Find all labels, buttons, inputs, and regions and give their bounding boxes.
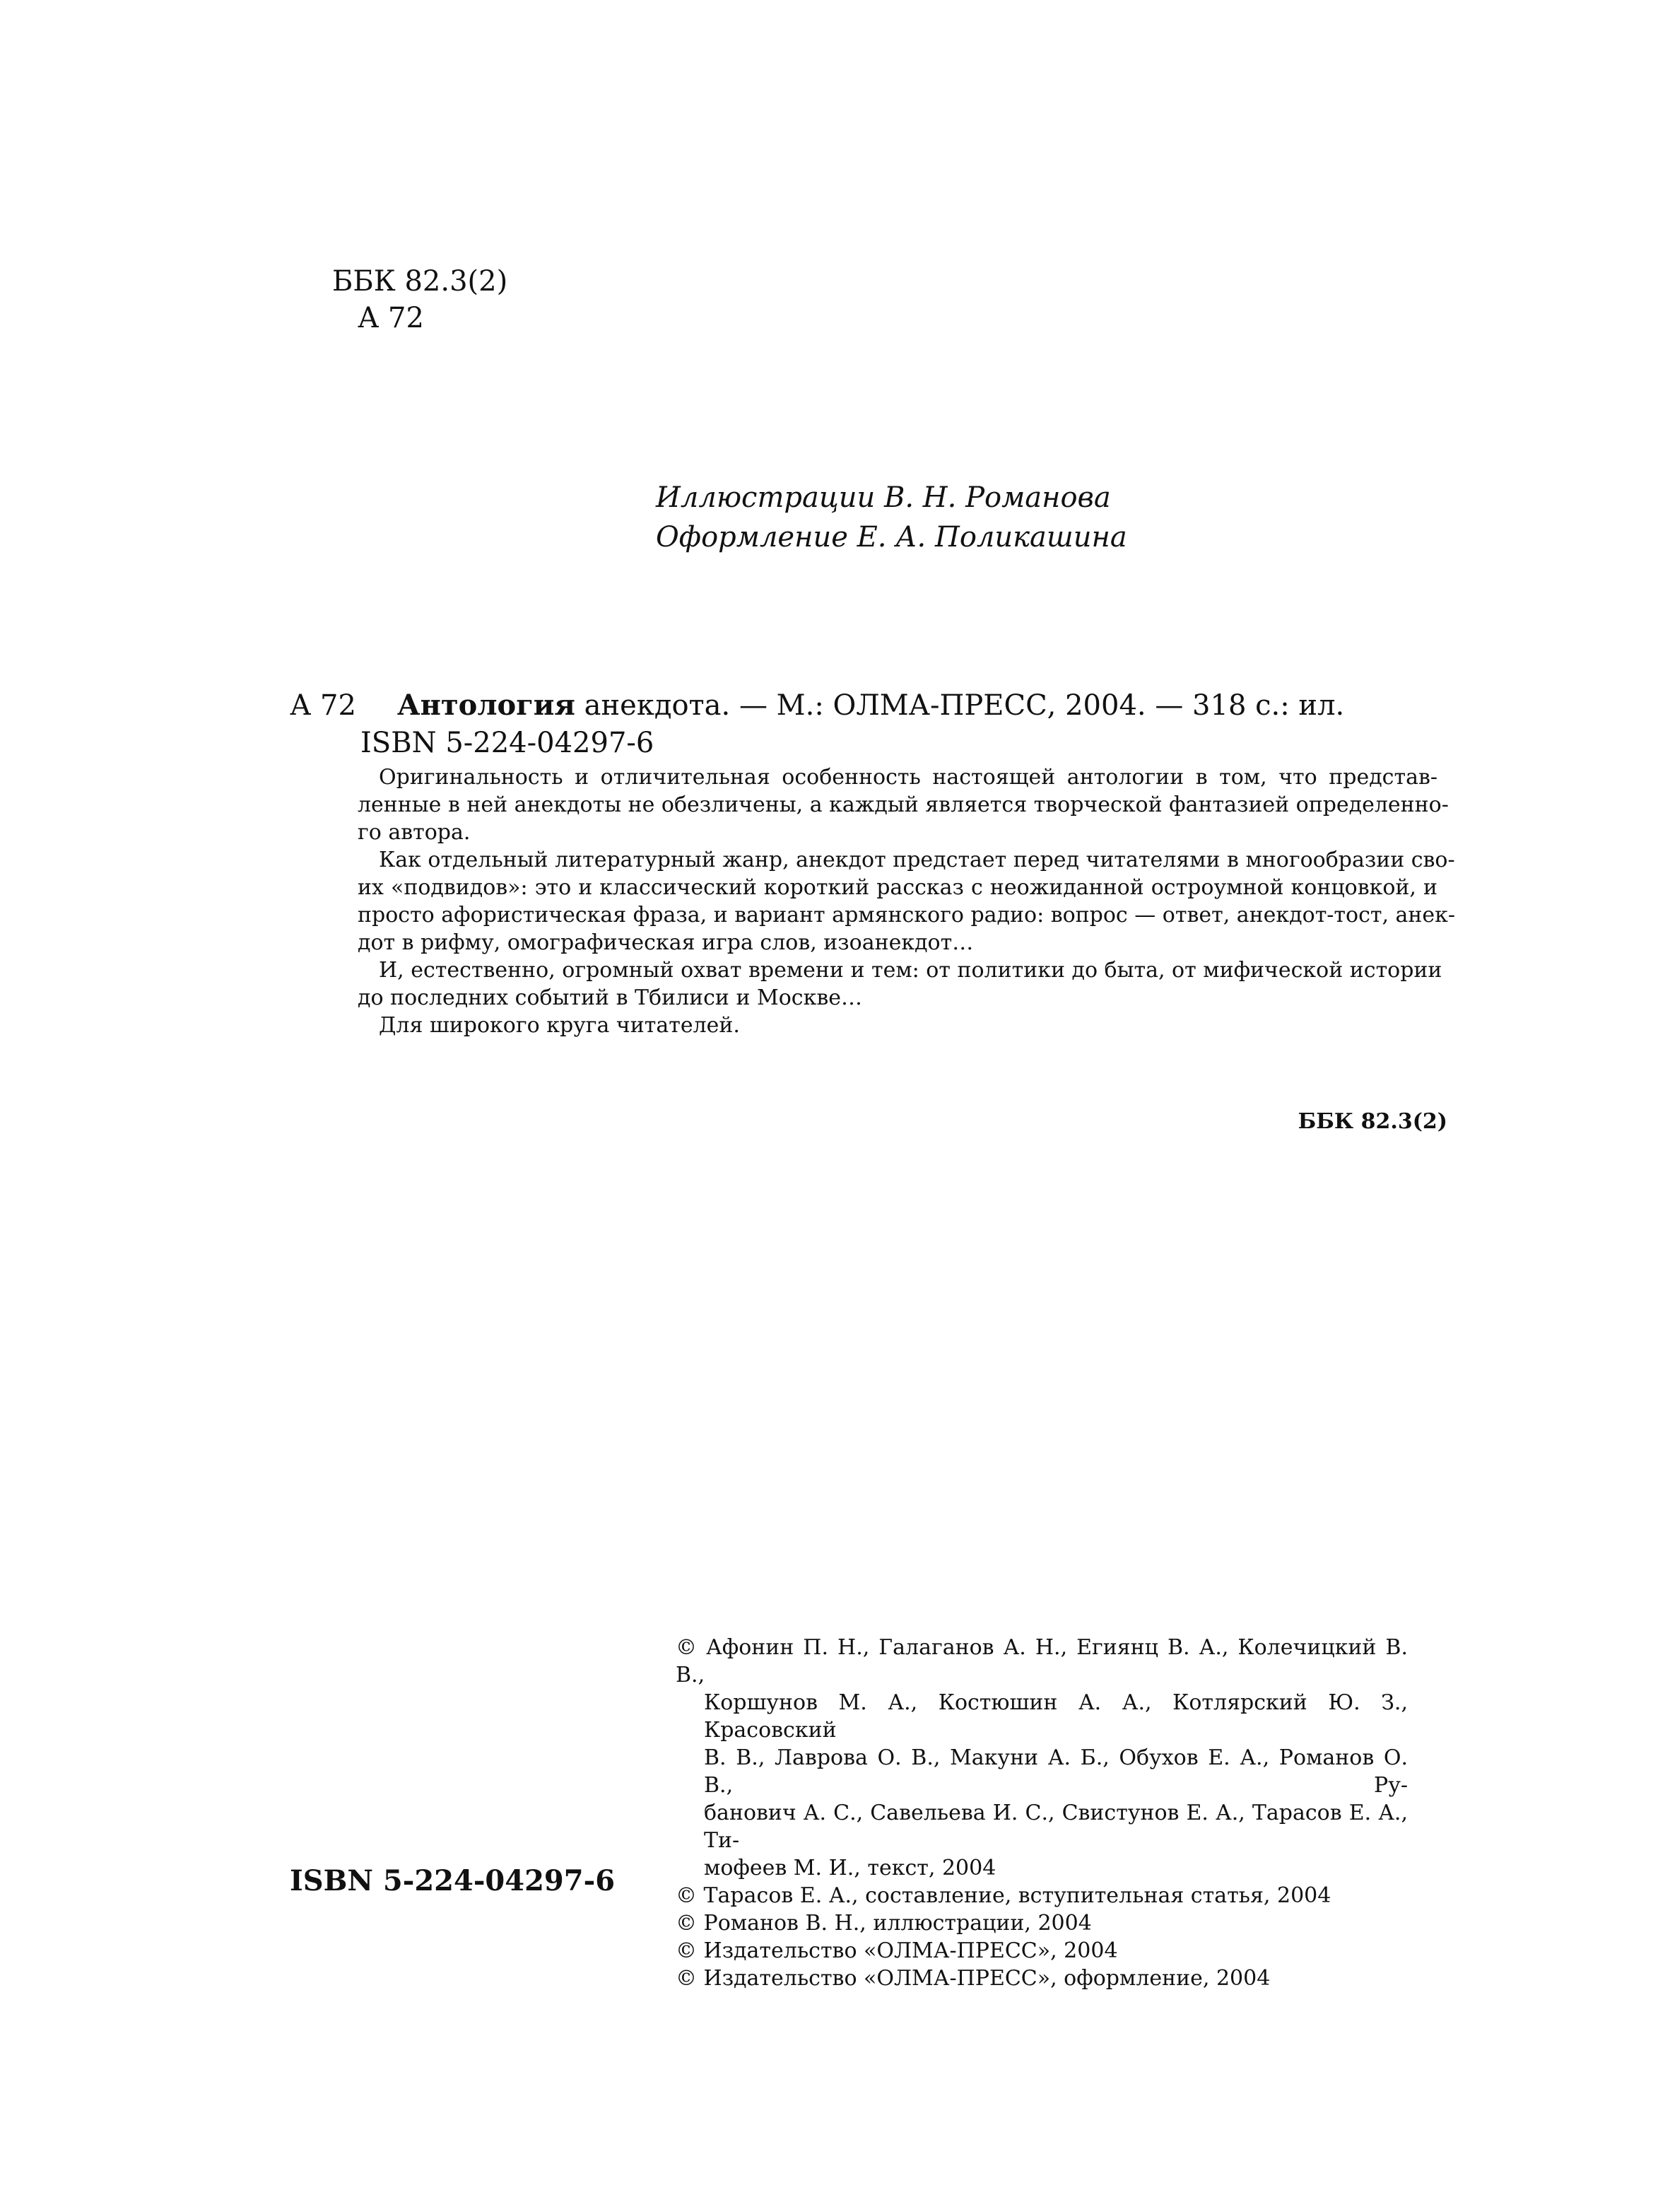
copyright-authors-line: мофеев М. И., текст, 2004 xyxy=(704,1856,996,1880)
copyright-publisher: © Издательство «ОЛМА-ПРЕСС», 2004 xyxy=(676,1938,1118,1963)
isbn-bottom: ISBN 5-224-04297-6 xyxy=(290,1864,616,1897)
copyright-authors-line: В. В., Лаврова О. В., Макуни А. Б., Обухов Е. А., Романов О. В., Ру- xyxy=(704,1745,1408,1798)
copyright-block xyxy=(676,1634,1408,1992)
annotation-line: их «подвидов»: это и классический короткий рассказ с неожиданной остроумной концовкой, и xyxy=(358,875,1437,900)
annotation xyxy=(358,763,1456,1039)
annotation-line: го автора. xyxy=(358,820,471,845)
illustrations-credit: Иллюстрации В. Н. Романова xyxy=(656,481,1111,514)
copyright-compilation: © Тарасов Е. А., составление, вступительная статья, 2004 xyxy=(676,1883,1331,1908)
annotation-line: дот в рифму, омографическая игра слов, изоанекдот… xyxy=(358,930,974,955)
copyright-publisher-design: © Издательство «ОЛМА-ПРЕСС», оформление, 2004 xyxy=(676,1966,1271,1991)
copyright-illustrations: © Романов В. Н., иллюстрации, 2004 xyxy=(676,1911,1092,1936)
bbk-index: ББК 82.3(2) xyxy=(332,265,508,298)
catalog-card-header xyxy=(290,687,1344,724)
design-credit: Оформление Е. А. Поликашина xyxy=(656,521,1127,554)
annotation-line: Для широкого круга читателей. xyxy=(379,1013,740,1038)
copyright-authors-line: Коршунов М. А., Костюшин А. А., Котлярский Ю. З., Красовский xyxy=(704,1690,1408,1743)
annotation-line: просто афористическая фраза, и вариант армянского радио: вопрос — ответ, анекдот-тост, анек- xyxy=(358,903,1456,927)
annotation-line: до последних событий в Тбилиси и Москве… xyxy=(358,985,862,1010)
book-title: Антология xyxy=(397,689,575,722)
annotation-line: Как отдельный литературный жанр, анекдот предстает перед читателями в многообразии сво- xyxy=(379,848,1455,872)
annotation-line: ленные в ней анекдоты не обезличены, а каждый является творческой фантазией определенно- xyxy=(358,792,1449,817)
bbk-index-right: ББК 82.3(2) xyxy=(1298,1109,1447,1134)
catalog-code: А 72 xyxy=(290,689,356,722)
classification-block xyxy=(332,263,507,337)
credits-block xyxy=(656,478,1127,557)
catalog-isbn: ISBN 5-224-04297-6 xyxy=(360,727,654,759)
copyright-authors-line: банович А. С., Савельева И. С., Свистунов Е. А., Тарасов Е. А., Ти- xyxy=(704,1801,1408,1853)
copyright-authors-line: © Афонин П. Н., Галаганов А. Н., Егиянц В. А., Колечицкий В. В., xyxy=(676,1635,1408,1687)
annotation-line: Оригинальность и отличительная особенность настоящей антологии в том, что представ- xyxy=(379,765,1437,790)
annotation-line: И, естественно, огромный охват времени и тем: от политики до быта, от мифической истории xyxy=(379,958,1442,983)
author-sign: А 72 xyxy=(358,302,424,334)
bibliographic-description: анекдота. — М.: ОЛМА-ПРЕСС, 2004. — 318 с.: ил. xyxy=(575,689,1345,722)
